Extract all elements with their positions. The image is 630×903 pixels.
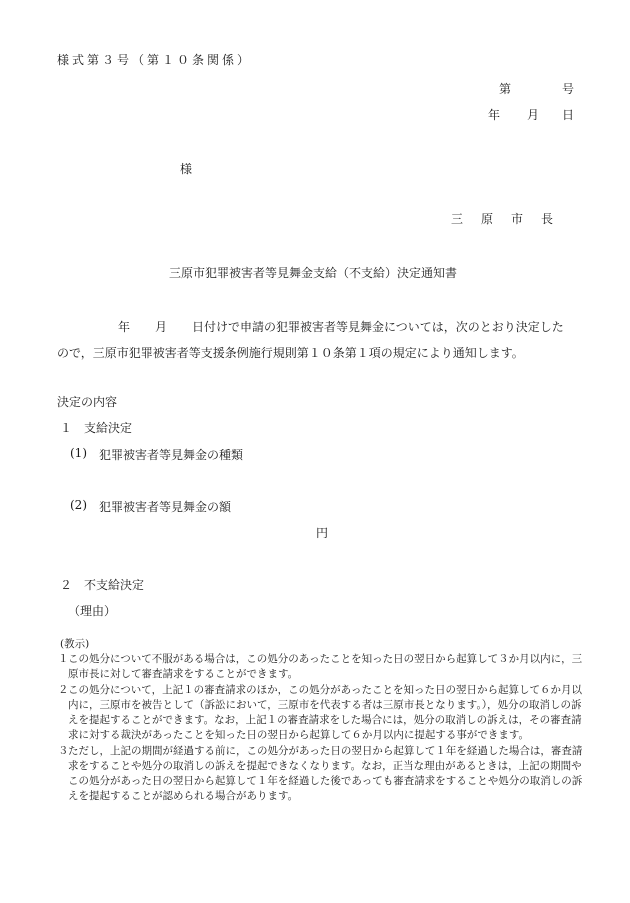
instruction-item-number: ２ — [58, 684, 69, 696]
reason-label: （理由） — [68, 604, 117, 618]
section-1-label: 支給決定 — [84, 421, 133, 435]
body-year-label: 年 — [118, 320, 131, 334]
instruction-item-number: １ — [58, 653, 69, 665]
instruction-item — [58, 683, 588, 741]
instruction-heading: (教示) — [60, 638, 90, 650]
instruction-item — [58, 744, 588, 802]
date-month-label: 月 — [527, 108, 540, 122]
instruction-item-text: この処分について不服がある場合は，この処分のあったことを知った日の翌日から起算して３か月以内に，三原市長に対して審査請求をすることができます。 — [68, 653, 583, 680]
item-2-label: 犯罪被害者等見舞金の額 — [99, 500, 232, 514]
item-1-number: (1) — [70, 446, 87, 460]
section-2-label: 不支給決定 — [84, 578, 145, 592]
page-title: 三原市犯罪被害者等見舞金支給（不支給）決定通知書 — [169, 266, 458, 280]
date-day-label: 日 — [562, 108, 575, 122]
instruction-item-text: ただし，上記の期間が経過する前に，この処分があった日の翌日から起算して１年を経過した場合は，審査請求をすることや処分の取消しの訴えを提起できなくなります。なお，正当な理由があるときは，上記の期間やこの処分があった日の翌日から起算して１年を経過した後であっても審査請求をすることや処分の取消しの訴えを提起することが認められる場合があります。 — [68, 745, 583, 802]
instruction-item-text: この処分について，上記１の審査請求のほか，この処分があったことを知った日の翌日から起算して６か月以内に，三原市を被告として（訴訟において，三原市を代表する者は三原市長となります。），処分の取消しの訴えを提起することができます。なお，上記１の審査請求をした場合には，処分の取消しの訴えは，その審査請求に対する裁決があったことを知った日の翌日から起算して６か月以内に提起する事ができます。 — [68, 684, 582, 741]
body-line-1: 日付けで申請の犯罪被害者等見舞金については，次のとおり決定した — [192, 320, 564, 334]
document-number-suffix: 号 — [562, 82, 575, 96]
date-year-label: 年 — [488, 108, 501, 122]
body-month-label: 月 — [155, 320, 168, 334]
section-1-number: １ — [60, 421, 73, 435]
amount-currency: 円 — [316, 526, 329, 540]
instruction-item — [58, 652, 588, 682]
item-2-number: (2) — [70, 498, 87, 512]
item-1-label: 犯罪被害者等見舞金の種類 — [99, 448, 244, 462]
form-label: 様式第３号（第１０条関係） — [57, 53, 253, 67]
instruction-item-number: ３ — [58, 745, 69, 757]
body-line-2: ので，三原市犯罪被害者等支援条例施行規則第１０条第１項の規定により通知します。 — [57, 346, 524, 360]
addressee-honorific: 様 — [180, 162, 193, 176]
decision-heading: 決定の内容 — [57, 395, 118, 409]
section-2-number: ２ — [60, 578, 73, 592]
document-number-prefix: 第 — [499, 82, 512, 96]
issuer: 三原市長 — [451, 212, 572, 226]
